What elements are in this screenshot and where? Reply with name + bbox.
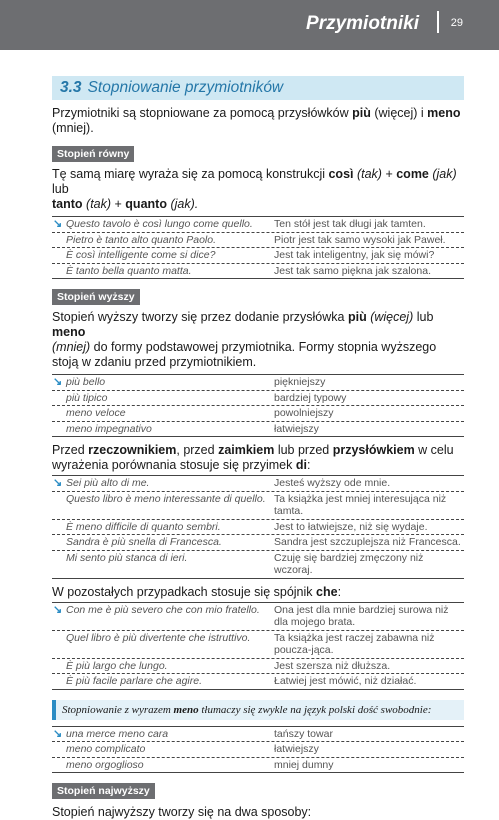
arrow-icon: ↘ [53,218,63,230]
arrow-icon: ↘ [53,727,63,740]
arrow-icon: ↘ [53,603,63,616]
example-table-che [52,602,464,690]
page-header [0,0,499,50]
example-table-rowny [52,216,464,279]
example-table-meno [52,726,464,774]
rowny-paragraph: Tę samą miarę wyraża się za pomocą konstrukcji così (tak) + come (jak) lub tanto (tak) + quanto (jak). [52,167,457,211]
badge-stopien-najwyzszy: Stopień najwyższy [52,783,155,799]
section-title: Stopniowanie przymiotników [87,79,284,96]
example-row: ↘ Con me è più severo che con mio fratello. Ona jest dla mnie bardziej surowa niż dla mojego brata. [52,603,464,631]
meno-note: Stopniowanie z wyrazem meno tłumaczy się zwykle na język polski dość swobodnie: [52,700,464,720]
example-row: Pietro è tanto alto quanto Paolo. Piotr jest tak samo wysoki jak Paweł. [52,233,464,249]
example-row: È tanto bella quanto matta. Jest tak samo piękna jak szalona. [52,264,464,280]
di-paragraph: Przed rzeczownikiem, przed zaimkiem lub przed przysłówkiem w celu wyrażenia porównania stosuje się przyimek di: [52,443,454,472]
example-row: ↘ Sei più alto di me. Jesteś wyższy ode mnie. [52,476,464,492]
example-table-di [52,475,464,579]
section-number: 3.3 [60,79,82,96]
example-row: È più largo che lungo. Jest szersza niż dłuższa. [52,659,464,675]
example-row: ↘ una merce meno cara tańszy towar [52,727,464,743]
arrow-icon: ↘ [53,376,63,388]
page-content [52,76,464,820]
example-row: Mi sento più stanca di ieri. Czuję się bardziej zmęczony niż wczoraj. [52,551,464,579]
intro-paragraph: Przymiotniki są stopniowane za pomocą przysłówków più (więcej) i meno (mniej). [52,106,461,135]
example-row: Questo libro è meno interessante di quello. Ta książka jest mniej interesująca niż tamta. [52,492,464,520]
example-row: meno impegnativo łatwiejszy [52,422,464,438]
example-row: meno orgoglioso mniej dumny [52,758,464,774]
example-row: Quel libro è più divertente che istruttivo. Ta książka jest raczej zabawna niż poucza-jąca. [52,631,464,659]
example-row: meno complicato łatwiejszy [52,742,464,758]
example-row: ↘ più bello piękniejszy [52,375,464,391]
example-row: ↘ Questo tavolo è così lungo come quello. Ten stół jest tak długi jak tamten. [52,217,464,233]
arrow-icon: ↘ [53,477,63,489]
section-heading [52,76,464,100]
example-row: meno veloce powolniejszy [52,406,464,422]
example-row: Sandra è più snella di Francesca. Sandra jest szczuplejsza niż Francesca. [52,535,464,551]
example-row: più tipico bardziej typowy [52,391,464,407]
najwyzszy-paragraph: Stopień najwyższy tworzy się na dwa sposoby: [52,805,312,819]
wyzszy-paragraph: Stopień wyższy tworzy się przez dodanie przysłówka più (więcej) lub meno (mniej) do formy podstawowej przymiotnika. Formy stopnia wyższego stoją w zdaniu przed przymiotnikiem. [52,310,437,369]
example-row: È così intelligente come si dice? Jest tak inteligentny, jak się mówi? [52,248,464,264]
example-row: È meno difficile di quanto sembri. Jest to łatwiejsze, niż się wydaje. [52,520,464,536]
example-table-wyzszy [52,374,464,437]
example-row: È più facile parlare che agire. Łatwiej jest mówić, niż działać. [52,674,464,690]
che-paragraph: W pozostałych przypadkach stosuje się spójnik che: [52,584,342,599]
badge-stopien-wyzszy: Stopień wyższy [52,289,140,305]
badge-stopien-rowny: Stopień równy [52,146,134,162]
page-number: 29 [450,17,463,29]
header-separator [437,11,439,33]
chapter-title: Przymiotniki [306,13,419,34]
